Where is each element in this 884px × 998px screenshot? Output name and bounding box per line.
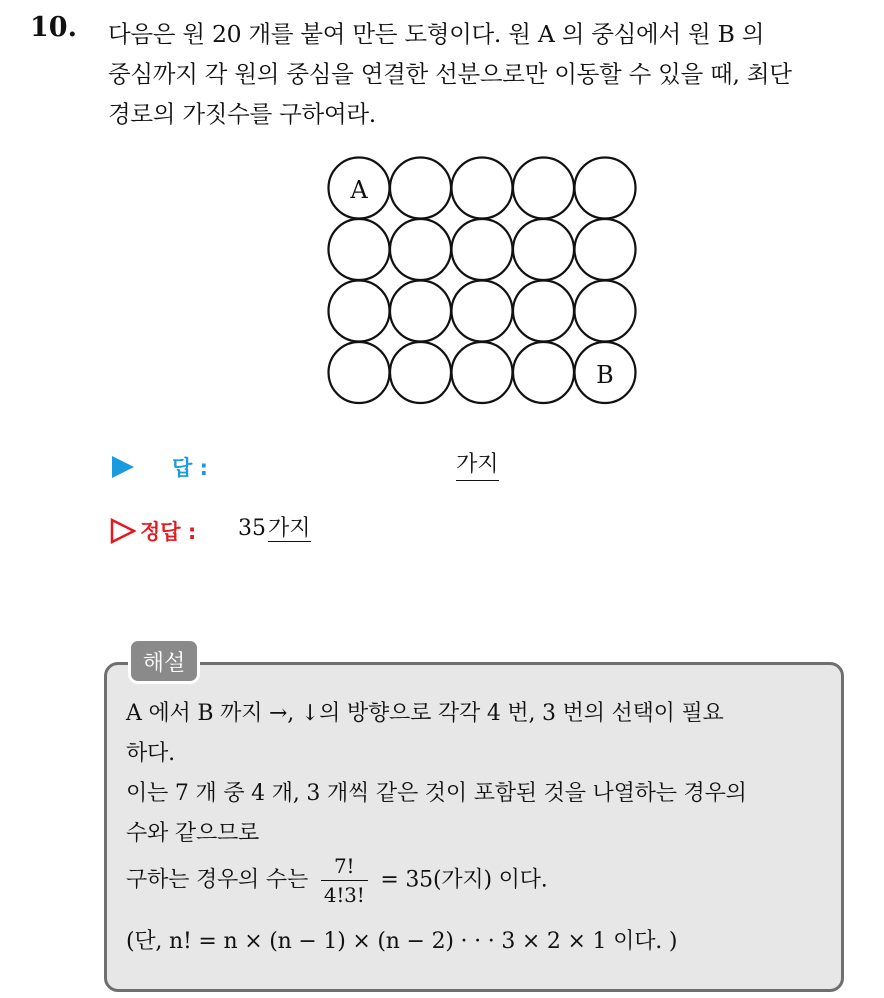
solution-line-2: 하다. (126, 741, 175, 766)
fraction-denominator: 4!3! (323, 883, 365, 907)
problem-number: 10. (30, 12, 77, 43)
grid-circle (513, 158, 574, 219)
circle-grid (329, 158, 636, 404)
grid-circle (513, 219, 574, 280)
solution-line-5-post: = 35(가지) 이다. (380, 867, 548, 893)
grid-circle (452, 342, 513, 403)
grid-circle (575, 219, 636, 280)
grid-circle (575, 281, 636, 342)
solution-line-6: (단, n! = n × (n − 1) × (n − 2) · · · 3 × 2 × 1 이다. ) (126, 929, 678, 954)
grid-circle (329, 281, 390, 342)
correct-answer-unit: 가지 (268, 516, 311, 541)
problem-line-3: 경로의 가짓수를 구하여라. (108, 100, 376, 128)
play-triangle-icon (110, 454, 136, 480)
label-a: A (350, 176, 368, 204)
solution-line-5-pre: 구하는 경우의 수는 (126, 867, 309, 893)
answer-label: 답 : (172, 456, 208, 480)
label-b: B (596, 361, 614, 389)
correct-answer-label: 정답 : (140, 520, 197, 544)
grid-circle (390, 219, 451, 280)
fraction (321, 854, 368, 907)
grid-circle (452, 281, 513, 342)
correct-answer-value-group (238, 514, 311, 544)
grid-circle (513, 281, 574, 342)
grid-circle (390, 281, 451, 342)
solution-line-3: 이는 7 개 중 4 개, 3 개씩 같은 것이 포함된 것을 나열하는 경우의 (126, 781, 747, 806)
correct-answer-value: 35 (238, 516, 266, 541)
problem-text (108, 14, 868, 134)
grid-circle (390, 158, 451, 219)
grid-circle (452, 158, 513, 219)
outline-triangle-icon (110, 518, 136, 544)
grid-circle (452, 219, 513, 280)
solution-line-4: 수와 같으므로 (126, 821, 260, 846)
circle-grid-figure (326, 156, 638, 406)
problem-line-2: 중심까지 각 원의 중심을 연결한 선분으로만 이동할 수 있을 때, 최단 (108, 60, 792, 88)
answer-unit: 가지 (456, 450, 499, 481)
grid-circle (575, 158, 636, 219)
grid-circle (329, 342, 390, 403)
grid-circle (390, 342, 451, 403)
grid-circle (513, 342, 574, 403)
solution-line-5 (126, 854, 548, 907)
fraction-numerator: 7! (321, 854, 368, 881)
grid-circle (329, 219, 390, 280)
solution-tab: 해설 (128, 638, 200, 684)
problem-line-1: 다음은 원 20 개를 붙여 만든 도형이다. 원 A 의 중심에서 원 B 의 (108, 20, 765, 48)
solution-line-1: A 에서 B 까지 →, ↓의 방향으로 각각 4 번, 3 번의 선택이 필요 (126, 701, 724, 726)
